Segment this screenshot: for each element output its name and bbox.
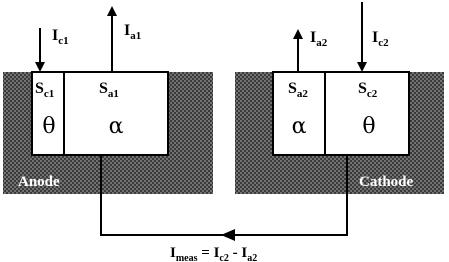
anode-label: Anode [18,174,60,190]
current-label-ic2: $I_{c2}$ [372,29,389,49]
site-label-sc1: $S_{c1}$ [35,80,55,100]
anode-cell [3,11,213,194]
site-label-sa1: $S_{a1}$ [99,80,119,100]
anode-alpha-region: α [108,114,124,139]
cathode-label: Cathode [359,174,414,190]
current-label-ia2: $I_{a2}$ [310,29,328,49]
cathode-alpha-region: α [291,114,307,139]
site-label-sa2: $S_{a2}$ [288,80,308,100]
current-label-ia1: $I_{a1}$ [124,22,142,42]
site-label-sc2: $S_{c2}$ [358,80,378,100]
anode-theta-region: θ [42,114,56,139]
measured-current-arrowhead [221,229,235,241]
measured-current-equation: $I_{meas} = I_{c2} - I_{a2}$ [170,245,258,262]
cathode-cell [235,2,444,194]
current-label-ic1: $I_{c1}$ [52,27,69,47]
cathode-theta-region: θ [362,114,376,139]
